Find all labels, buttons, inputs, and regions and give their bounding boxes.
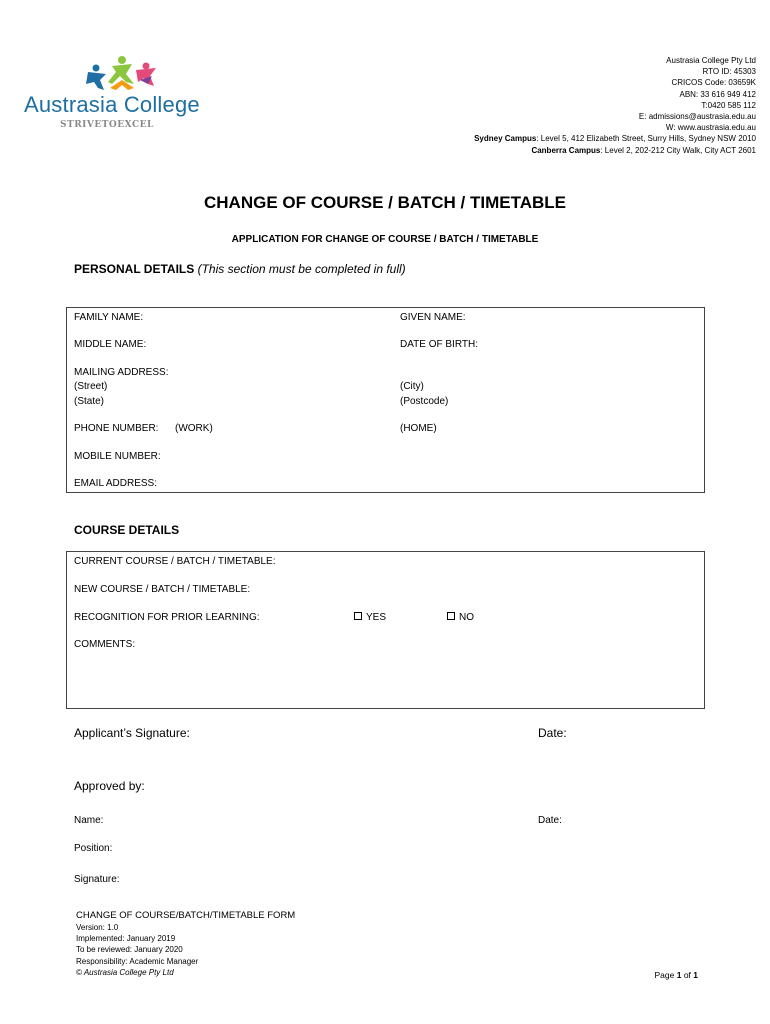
personal-details-title: PERSONAL DETAILS bbox=[74, 262, 195, 276]
rpl-yes-option[interactable] bbox=[354, 612, 386, 623]
no-checkbox[interactable] bbox=[447, 612, 455, 620]
phone-number-label: PHONE NUMBER: bbox=[74, 423, 159, 434]
course-details-heading: COURSE DETAILS bbox=[74, 523, 180, 537]
footer-meta bbox=[76, 922, 198, 978]
home-phone-field[interactable]: (HOME) bbox=[400, 423, 437, 434]
rpl-no-option[interactable] bbox=[447, 612, 474, 623]
logo-figures-icon bbox=[82, 54, 162, 96]
personal-details-box bbox=[66, 307, 705, 493]
phone: T:0420 585 112 bbox=[701, 100, 756, 110]
footer-copyright: © Austrasia College Pty Ltd bbox=[76, 967, 174, 977]
rto-id: RTO ID: 45303 bbox=[702, 67, 756, 77]
new-course-field[interactable]: NEW COURSE / BATCH / TIMETABLE: bbox=[74, 584, 251, 595]
abn: ABN: 33 616 949 412 bbox=[679, 89, 756, 99]
middle-name-field[interactable]: MIDDLE NAME: bbox=[74, 339, 147, 350]
rpl-no-label: NO bbox=[459, 612, 474, 623]
footer-review: To be reviewed: January 2020 bbox=[76, 945, 183, 955]
canberra-campus-address: : Level 2, 202-212 City Walk, City ACT 2601 bbox=[600, 145, 756, 155]
approver-position-field[interactable]: Position: bbox=[74, 843, 113, 854]
approver-signature-field[interactable]: Signature: bbox=[74, 874, 120, 885]
sydney-campus-address: : Level 5, 412 Elizabeth Street, Surry Hills, Sydney NSW 2010 bbox=[536, 134, 756, 144]
comments-field[interactable]: COMMENTS: bbox=[74, 639, 136, 650]
footer-version: Version: 1.0 bbox=[76, 923, 119, 932]
work-phone-field[interactable]: (WORK) bbox=[175, 423, 213, 434]
applicant-signature-field[interactable]: Applicant’s Signature: bbox=[74, 726, 190, 740]
personal-details-heading bbox=[74, 262, 406, 276]
logo-wordmark: Austrasia College bbox=[24, 92, 200, 117]
mailing-address-label: MAILING ADDRESS: bbox=[74, 367, 169, 378]
applicant-date-field[interactable]: Date: bbox=[538, 726, 567, 740]
yes-checkbox[interactable] bbox=[354, 612, 362, 620]
family-name-field[interactable]: FAMILY NAME: bbox=[74, 312, 144, 323]
course-details-box bbox=[66, 551, 705, 709]
approver-name-field[interactable]: Name: bbox=[74, 815, 104, 826]
personal-details-note: (This section must be completed in full) bbox=[197, 262, 406, 276]
page-current: 1 bbox=[676, 970, 682, 980]
state-field[interactable]: (State) bbox=[74, 396, 105, 407]
email-link[interactable]: E: admissions@austrasia.edu.au bbox=[638, 112, 756, 122]
website-link[interactable]: W: www.austrasia.edu.au bbox=[665, 123, 756, 133]
logo-tagline: STRIVETOEXCEL bbox=[60, 120, 154, 130]
canberra-campus-label: Canberra Campus bbox=[531, 145, 601, 155]
approved-by-label: Approved by: bbox=[74, 779, 145, 793]
street-field[interactable]: (Street) bbox=[74, 381, 108, 392]
rpl-label: RECOGNITION FOR PRIOR LEARNING: bbox=[74, 612, 260, 623]
city-field[interactable]: (City) bbox=[400, 381, 424, 392]
footer-implemented: Implemented: January 2019 bbox=[76, 934, 176, 944]
mobile-number-field[interactable]: MOBILE NUMBER: bbox=[74, 451, 161, 462]
approver-date-field[interactable]: Date: bbox=[538, 815, 562, 826]
page-number bbox=[655, 970, 699, 980]
college-logo bbox=[24, 54, 204, 134]
rpl-yes-label: YES bbox=[366, 612, 387, 623]
page-mid: of bbox=[681, 970, 694, 980]
page-prefix: Page bbox=[654, 970, 677, 980]
cricos-code: CRICOS Code: 03659K bbox=[671, 78, 756, 88]
sydney-campus-label: Sydney Campus bbox=[474, 134, 537, 144]
sydney-campus bbox=[474, 133, 756, 144]
footer-responsibility: Responsibility: Academic Manager bbox=[76, 956, 199, 966]
email-address-field[interactable]: EMAIL ADDRESS: bbox=[74, 478, 157, 489]
given-name-field[interactable]: GIVEN NAME: bbox=[400, 312, 466, 323]
footer-form-name: CHANGE OF COURSE/BATCH/TIMETABLE FORM bbox=[76, 910, 296, 921]
canberra-campus bbox=[474, 145, 756, 156]
company-info bbox=[474, 55, 756, 156]
form-subtitle: APPLICATION FOR CHANGE OF COURSE / BATCH / TIMETABLE bbox=[231, 234, 539, 245]
date-of-birth-field[interactable]: DATE OF BIRTH: bbox=[400, 339, 478, 350]
postcode-field[interactable]: (Postcode) bbox=[400, 396, 449, 407]
company-name: Austrasia College Pty Ltd bbox=[666, 56, 756, 65]
form-title: CHANGE OF COURSE / BATCH / TIMETABLE bbox=[203, 193, 567, 212]
current-course-field[interactable]: CURRENT COURSE / BATCH / TIMETABLE: bbox=[74, 556, 276, 567]
page-total: 1 bbox=[693, 970, 698, 980]
